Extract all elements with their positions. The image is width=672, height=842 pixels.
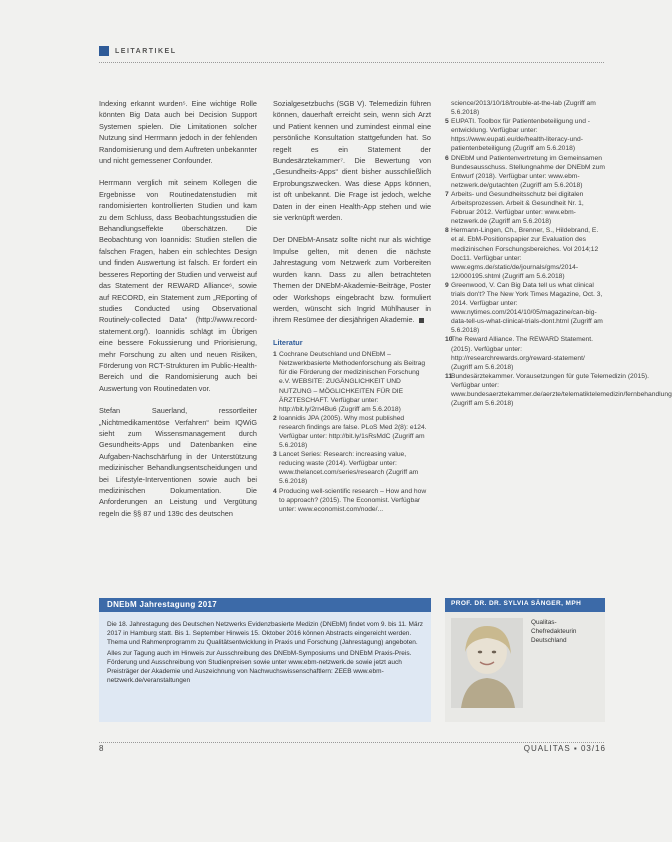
reference-text: Bundesärztekammer. Vorausetzungen für gute Telemedizin (2015). Verfügbar unter: www.bundesaerztekammer.de/aerzte/telematiktelemedizin/fernbehandlung (Zugriff am 5.6.2018) xyxy=(451,372,672,408)
header-divider xyxy=(99,62,604,63)
reference-text: Lancet Series: Research: increasing value, reducing waste (2014). Verfügbar unter: www.thelancet.com/series/research (Zugriff am 5.6.2018) xyxy=(279,451,419,486)
article-paragraph xyxy=(273,234,431,325)
literature-heading: Literatur xyxy=(273,337,303,347)
reference-number: 2 xyxy=(273,414,277,422)
event-box-paragraph: Die 18. Jahrestagung des Deutschen Netzwerks Evidenzbasierte Medizin (DNEbM) findet vom 9. bis 11. März 2017 in Hamburg statt. Bis 1. September Hinweis 15. Oktober 2016 können Abstracts eingereicht werden. Thema und Rahmenprogramm zu Qualitätsentwicklung in Praxis und Forschung (Jahrestagung) angeboten. xyxy=(107,621,423,647)
reference-item xyxy=(273,487,431,514)
reference-item xyxy=(273,450,431,486)
event-box-body xyxy=(107,620,423,686)
event-info-box xyxy=(99,598,431,722)
reference-text: Arbeits- und Gesundheitsschutz bei digitalen Arbeitsprozessen. Arbeit & Gesundheit Nr. 1, Februar 2012. Verfügbar unter: www.ebm-netzwerk.de (Zugriff am 5.6.2018) xyxy=(451,190,584,226)
article-column-2 xyxy=(273,98,431,514)
section-label: LEITARTIKEL xyxy=(115,47,177,55)
author-portrait-image xyxy=(451,618,523,708)
article-paragraph-text: Der DNEbM-Ansatz sollte nicht nur als wichtige Impulse gelten, mit denen die nächste Jahrestagung vom Netzwerk zum Vorbereiten wurden kann. Dass zu allen betrachteten Themen der DNEbM-Akademie-Beiträge, Poster oder Workshops eingebracht bzw. formuliert werden, wünscht sich Ingrid Mühlhauser in ihrem Resümee der diesjährigen Akademie. xyxy=(273,235,431,325)
reference-number: 1 xyxy=(273,351,277,359)
event-box-title: DNEbM Jahrestagung 2017 xyxy=(107,600,218,609)
reference-number: 3 xyxy=(273,451,277,459)
reference-number: 4 xyxy=(273,487,277,495)
reference-item xyxy=(445,281,605,336)
reference-number: 6 xyxy=(445,154,449,162)
reference-text: Hermann-Lingen, Ch., Brenner, S., Hildebrand, E. et al. EbM-Positionspapier zur Evaluation des medizinischen Forschungsbereiches. Vol 2014;12 Doc11. Verfügbar unter: www.egms.de/static/de/journals/gms/2014-12/000195.shtml (Zugriff am 5.6.2018) xyxy=(451,227,599,280)
end-mark-icon xyxy=(419,318,424,323)
reference-text: Ioannidis JPA (2005). Why most published research findings are false. PLoS Med 2(8): e124. Verfügbar unter: http://bit.ly/1sRsMdC (Zugriff am 5.6.2018) xyxy=(279,414,427,450)
reference-item xyxy=(445,226,605,281)
page-number: 8 xyxy=(99,744,104,753)
reference-number: 5 xyxy=(445,118,449,126)
reference-text: DNEbM und Patientenvertretung im Gemeinsamen Bundesausschuss. Stellungnahme der DNEbM zum Entwurf (2018). Verfügbar unter: www.ebm-netzwerk.de/gutachten (Zugriff am 5.6.2018) xyxy=(451,154,605,189)
article-paragraph: Herrmann verglich mit seinem Kollegen die Ergebnisse von Routinedatenstudien mit randomisierten kontrollierten Studien und kam zu dem Schluss, dass Beobachtungsstudien die Behandlungseffekte überschätzen. Die Beobachtung von Ioannidis: Studien stellen die falschen Fragen, haben ein schlechtes Design und finden Auswertung ist falsch. Er fordert ein besseres Reporting der Studien und verweist auf das Statement der REWARD Alliance⁶, sowie auf RECORD, ein Statement zum „REporting of studies Conducted using Observational Routinely-collected Data“ (http://www.record-statement.org/). Ioannidis schlägt im Übrigen eine bessere Fokussierung und Priorisierung, mehr Forschung zu alten und neuen Risiken, Förderung von RCT-Strukturen im Public-Health-Bereich und die Randomisierung auch bei Auswertung von Routinedaten vor. xyxy=(99,178,257,393)
reference-item xyxy=(445,372,672,408)
article-paragraph: Indexing erkannt wurden⁵. Eine wichtige Rolle könnten Big Data auch bei Decision Support Systemen spielen. Die Limitationen solcher Nutzung sind Herrmann jedoch in der fehlenden Randomisierung und dem Auftreten unbekannter und nicht gemessener Confounder. xyxy=(99,99,257,166)
article-paragraph: Sozialgesetzbuchs (SGB V). Telemedizin führen können, dauerhaft erreicht sein, wenn sich Arzt und Patient kennen und zumindest einmal eine persönliche Konsultation stattgefunden hat. So regelt es ein Statement der Bundesärztekammer⁷. Die Bewertung von „Gesundheits-Apps“ dient bisher ausschließlich Erprobungszwecken. Was diese Apps können, ist oft unbekannt. Die Frage ist jedoch, welche Daten in der einen Health-App stehen und wie sie verknüpft werden. xyxy=(273,99,431,223)
reference-item xyxy=(445,154,605,190)
footer-divider xyxy=(99,742,604,743)
reference-item xyxy=(445,335,605,371)
reference-item xyxy=(273,414,431,450)
reference-text: science/2013/10/18/trouble-at-the-lab (Zugriff am 5.6.2018) xyxy=(451,100,596,117)
reference-number: 8 xyxy=(445,227,449,235)
reference-number: 9 xyxy=(445,281,449,289)
reference-text: Producing well-scientific research – How and how to approach? (2015). The Economist. Verfügbar unter: www.economist.com/node/... xyxy=(279,487,427,513)
reference-text: Greenwood, V. Can Big Data tell us what clinical trials don't? The New York Times Magazine, Oct. 3, 2014. Verfügbar unter: www.nytimes.com/2014/10/05/magazine/can-big-data-tell-us-what-clinical-trials-dont.html (Zugriff am 5.6.2018) xyxy=(451,281,603,335)
journal-issue: QUALITAS ▪ 03/16 xyxy=(523,744,606,753)
reference-item xyxy=(273,350,431,414)
reference-text: Cochrane Deutschland und DNEbM – Netzwerkbasierte Methodenforschung als Beitrag für die Förderung der medizinischen Forschung e.V. WEBSITE: ZUGÄNGLICHKEIT UND NUTZUNG – MÖGLICHKEITEN FÜR DIE ÄRZTESCHAFT. Verfügbar unter: http://bit.ly/2rn4Bu6 (Zugriff am 5.6.2018) xyxy=(279,351,426,413)
reference-text: The Reward Alliance. The REWARD Statement. (2015). Verfügbar unter: http://researchrewards.org/reward-statement/ (Zugriff am 5.6.2018) xyxy=(451,336,593,371)
reference-item xyxy=(445,117,605,153)
section-header xyxy=(99,46,176,56)
reference-number: 11 xyxy=(445,372,453,380)
article-paragraph: Stefan Sauerland, ressortleiter „Nichtmedikamentöse Verfahren“ beim IQWiG sieht zum Wissensmanagement durch Gesundheits-Apps und Datenbanken eine Aufgaben-Nachschärfung in der Unterstützung medizinischer Behandlungsentscheidungen und bei Lifestyle-Interventionen sowie auch bei medizinischen Dokumentation. Die Anforderungen an Leistung und Vergütung regeln die §§ 87 und 139c des deutschen xyxy=(99,406,257,518)
reference-list xyxy=(273,350,431,514)
reference-number: 10 xyxy=(445,336,453,344)
reference-text: EUPATI. Toolbox für Patientenbeteiligung und -entwicklung. Verfügbar unter: https://www.eupati.eu/de/health-literacy-und-patientenbeteiligung (Zugriff am 5.6.2018) xyxy=(451,118,591,153)
reference-item xyxy=(445,190,605,226)
author-name: PROF. DR. DR. SYLVIA SÄNGER, MPH xyxy=(451,600,582,607)
reference-item xyxy=(445,99,605,117)
reference-number: 7 xyxy=(445,190,449,198)
section-square-icon xyxy=(99,46,109,56)
article-column-3-references xyxy=(445,99,672,408)
author-box xyxy=(445,598,605,722)
author-photo xyxy=(451,618,523,708)
event-box-paragraph: Alles zur Tagung auch im Hinweis zur Ausschreibung des DNEbM-Symposiums und DNEbM Praxis-Preis. Förderung und Ausschreibung von Studienpreisen sowie unter www.ebm-netzwerk.de sowie jetzt auch Preisträger der Akademie und Auszeichnung von Nachwuchswissenschaftlern: ZEEB www.ebm-netzwerk.de/veranstaltungen xyxy=(107,649,412,685)
author-caption: Qualitas-Chefredakteurin Deutschland xyxy=(531,619,577,644)
article-column-1 xyxy=(99,98,257,530)
